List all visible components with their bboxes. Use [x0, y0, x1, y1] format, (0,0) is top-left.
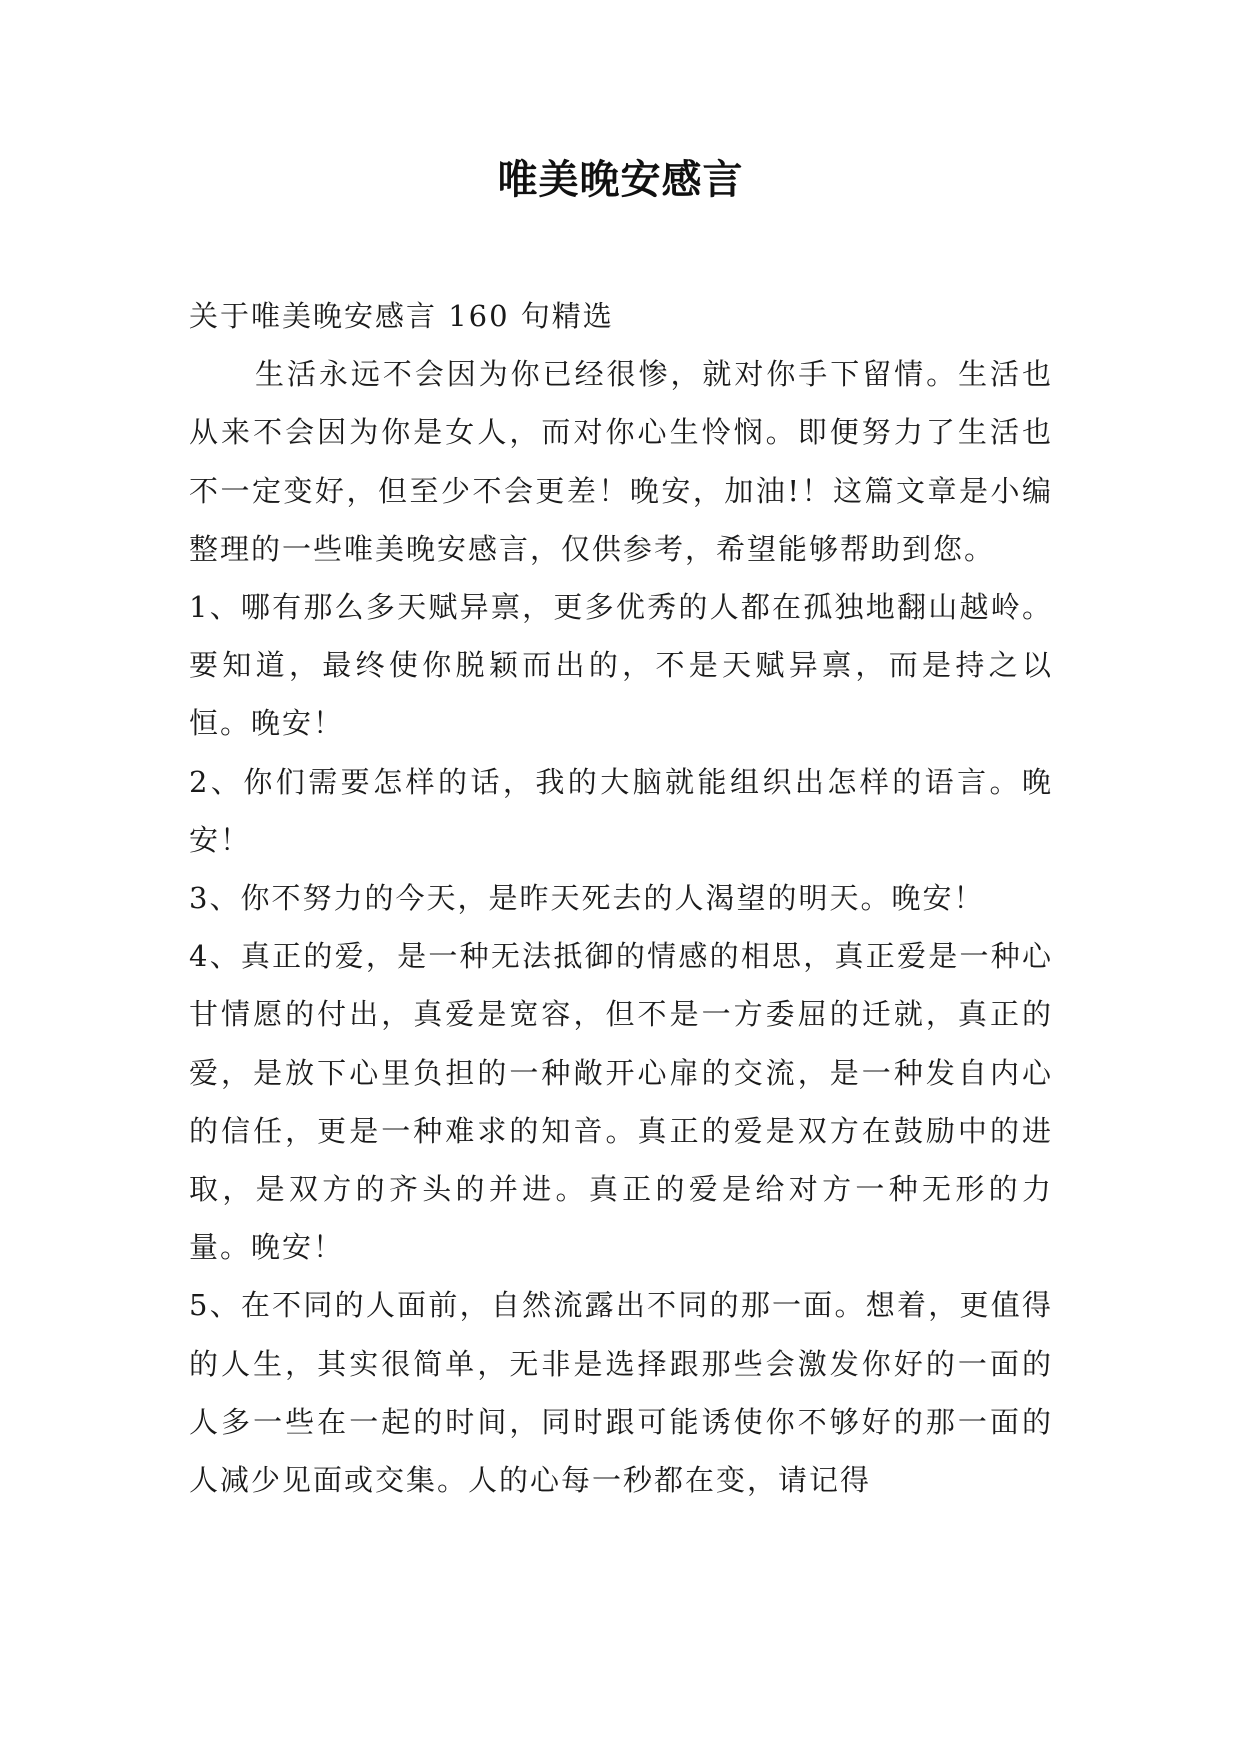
- intro-paragraph: 生活永远不会因为你已经很惨，就对你手下留情。生活也从来不会因为你是女人，而对你心生怜悯。即便努力了生活也不一定变好，但至少不会更差！晚安，加油!！这篇文章是小编整理的一些唯美晚安感言，仅供参考，希望能够帮助到您。: [189, 357, 1053, 566]
- list-item-1: 1、哪有那么多天赋异禀，更多优秀的人都在孤独地翻山越岭。要知道，最终使你脱颖而出的，不是天赋异禀，而是持之以恒。晚安！: [189, 590, 1053, 741]
- document-body: [189, 287, 1053, 1509]
- list-item-3: 3、你不努力的今天，是昨天死去的人渴望的明天。晚安！: [189, 881, 985, 916]
- list-item-4: 4、真正的爱，是一种无法抵御的情感的相思，真正爱是一种心甘情愿的付出，真爱是宽容，但不是一方委屈的迁就，真正的爱，是放下心里负担的一种敞开心扉的交流，是一种发自内心的信任，更是一种难求的知音。真正的爱是双方在鼓励中的进取，是双方的齐头的并进。真正的爱是给对方一种无形的力量。晚安！: [189, 939, 1053, 1265]
- list-item-5: 5、在不同的人面前，自然流露出不同的那一面。想着，更值得的人生，其实很简单，无非是选择跟那些会激发你好的一面的人多一些在一起的时间，同时跟可能诱使你不够好的那一面的人减少见面或交集。人的心每一秒都在变，请记得: [189, 1288, 1053, 1498]
- document-subtitle: 关于唯美晚安感言 160 句精选: [189, 299, 614, 333]
- document-title: 唯美晚安感言: [497, 157, 744, 203]
- list-item-2: 2、你们需要怎样的话，我的大脑就能组织出怎样的语言。晚安！: [189, 764, 1053, 857]
